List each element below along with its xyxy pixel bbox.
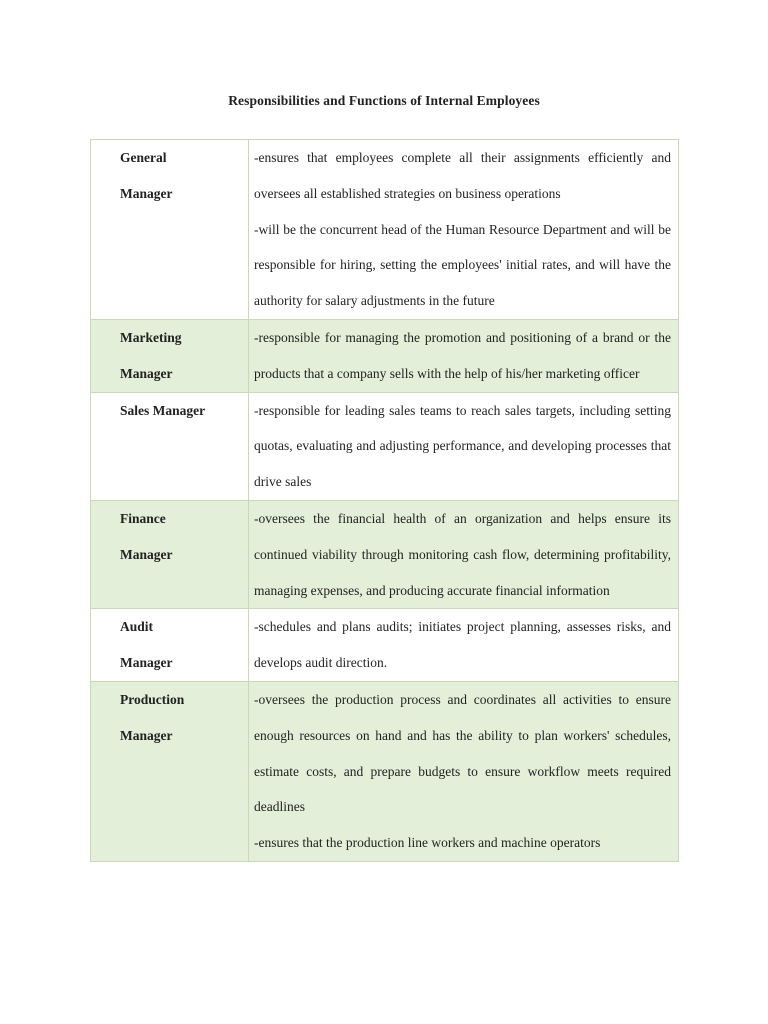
role-name-line: Sales Manager [120, 402, 206, 418]
role-name-line: Finance [120, 510, 166, 526]
role-cell [91, 140, 249, 320]
role-name-line: Manager [120, 655, 173, 671]
table-row [91, 609, 679, 682]
description-cell [249, 681, 679, 861]
role-cell [91, 609, 249, 682]
role-name-line: Manager [120, 185, 173, 201]
description-cell [249, 140, 679, 320]
role-cell [91, 500, 249, 608]
role-name-line: Audit [120, 619, 154, 635]
description-paragraph: -ensures that the production line workers and machine operators [254, 835, 601, 851]
role-cell [91, 681, 249, 861]
role-name-line: Manager [120, 727, 173, 743]
document-title: Responsibilities and Functions of Internal Employees [228, 93, 540, 108]
description-cell [249, 392, 679, 500]
role-name-line: Manager [120, 546, 173, 562]
table-row [91, 140, 679, 320]
description-paragraph: -responsible for managing the promotion and positioning of a brand or the products that a company sells with the help of his/her marketing officer [254, 329, 671, 381]
role-name-line: Marketing [120, 329, 182, 345]
description-paragraph: -ensures that employees complete all their assignments efficiently and oversees all established strategies on business operations [254, 150, 671, 201]
table-row [91, 681, 679, 861]
table-row [91, 319, 679, 392]
description-paragraph: -schedules and plans audits; initiates project planning, assesses risks, and develops audit direction. [254, 619, 671, 671]
description-paragraph: -oversees the financial health of an organization and helps ensure its continued viability through monitoring cash flow, determining profitability, managing expenses, and producing accurate financial information [254, 510, 671, 598]
description-paragraph: -oversees the production process and coordinates all activities to ensure enough resources on hand and has the ability to plan workers' schedules, estimate costs, and prepare budgets to ensure workflow meets required deadlines [254, 691, 671, 815]
role-cell [91, 319, 249, 392]
description-cell [249, 500, 679, 608]
table-row [91, 392, 679, 500]
role-name-line: Manager [120, 365, 173, 381]
description-cell [249, 609, 679, 682]
role-name-line: General [120, 150, 167, 165]
role-name-line: Production [120, 691, 185, 707]
role-cell [91, 392, 249, 500]
description-paragraph: -will be the concurrent head of the Human Resource Department and will be responsible for hiring, setting the employees' initial rates, and will have the authority for salary adjustments in the future [254, 221, 671, 309]
roles-table [90, 139, 679, 862]
table-row [91, 500, 679, 608]
description-paragraph: -responsible for leading sales teams to reach sales targets, including setting quotas, evaluating and adjusting performance, and developing processes that drive sales [254, 402, 671, 490]
description-cell [249, 319, 679, 392]
